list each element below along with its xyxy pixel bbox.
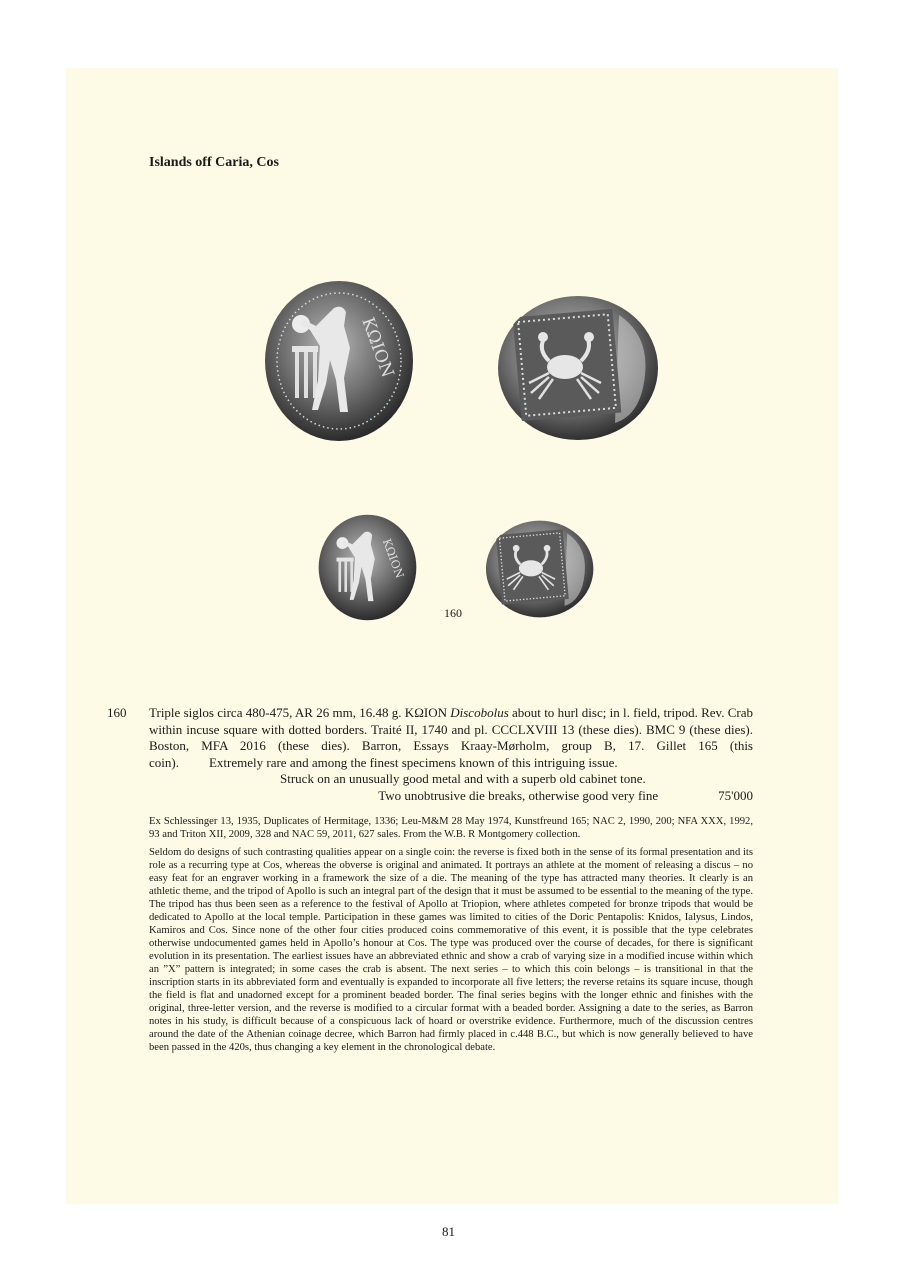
obverse-legend-small: ΚΩΙΟΝ <box>379 537 407 581</box>
coin-obverse-large <box>264 280 414 442</box>
provenance: Ex Schlessinger 13, 1935, Duplicates of Hermitage, 1336; Leu-M&M 28 May 1974, Kunstfreund 165; NAC 2, 1990, 200; NFA XXX, 1992, 93 and Triton XII, 2009, 328 and NAC 59, 2011, 627 sales. From the W.B. R Montgomery collection. <box>149 816 753 840</box>
lot-grade-2: Struck on an unusually good metal and with a superb old cabinet tone. <box>280 771 646 787</box>
page-number: 81 <box>442 1224 455 1239</box>
lot-grade-1: Extremely rare and among the finest specimens known of this intriguing issue. <box>208 754 618 770</box>
lot-desc-part1: Triple siglos circa 480-475, AR 26 mm, 16.48 g. ΚΩΙΟΝ <box>149 705 451 720</box>
coin-obverse-small <box>318 512 417 623</box>
lot-desc-part2: about to hurl disc; in l. field, tripod. Rev. Crab within incuse square with dotted borders. Traité II, 1740 and pl. CCCLXVIII 13 (these dies). BMC 9 (these dies). Boston, MFA 2016 (these dies). Barron, Essays Kraay-Mørholm, group B, 17. Gillet 165 (this coin). <box>149 705 754 770</box>
lot-desc-italic: Discobolus <box>450 705 509 720</box>
coin-reverse-large <box>497 295 660 441</box>
coin-reverse-small <box>485 520 595 618</box>
plate-number: 160 <box>444 606 462 620</box>
commentary: Seldom do designs of such contrasting qualities appear on a single coin: the reverse is fixed both in the sense of its formal presentation and its role as a recurring type at Cos, whereas the obverse is original and animated. It portrays an athlete at the moment of releasing a discus – no easy feat for an engraver working in a framework the size of a die. The meaning of the type has attracted many theories. It clearly is an athletic theme, and the tripod of Apollo is such an integral part of the design that it must be assumed to be essential to the meaning of the type. The tripod has thus been seen as a reference to the festival of Apollo at Triopion, where athletes competed for bronze tripods that would be dedicated to Apollo at the local temple. Participation in these games was limited to cities of the Doric Pentapolis: Knidos, Ialysus, Lindos, Kamiros and Cos. Since none of the other four cities produced coins commemorative of this event, it is possible that the type celebrates otherwise undocumented games held in Apollo’s honour at Cos. The type was produced over the course of decades, for there is significant evolution in its presentation. The earliest issues have an abbreviated ethnic and show a crab of varying size in a modified incuse within which an ”X” pattern is integrated; in some cases the crab is absent. The next series – to which this coin belongs – is transitional in that the inscription starts in its abbreviated form and eventually is expanded to incorporate all five letters; the reverse retains its square incuse, though the field is flat and unadorned except for a prominent beaded border. The final series begins with the longer ethnic and finishes with the original, three-letter version, and the reverse is modified to a circular format with a beaded border. Assigning a date to the series, as Barron notes in his study, is difficult because of a conspicuous lack of hoard or overstrike evidence. Furthermore, much of the discussion centres around the date of the Athenian coinage decree, which Barron had firmly placed in c.448 B.C., but which is now generally believed to have been passed in the 420s, thus changing a key element in the chronological debate. <box>149 847 753 1053</box>
lot-grade-3: Two unobtrusive die breaks, otherwise good very fine <box>378 787 659 803</box>
lot-estimate: 75'000 <box>718 787 753 803</box>
obverse-legend: ΚΩΙΟΝ <box>357 314 398 381</box>
lot-description-text <box>149 705 753 771</box>
lot-number: 160 <box>107 705 127 720</box>
region-title: Islands off Caria, Cos <box>149 155 279 170</box>
lot-grade-estimate-line <box>149 788 753 805</box>
lot-description <box>149 705 753 805</box>
